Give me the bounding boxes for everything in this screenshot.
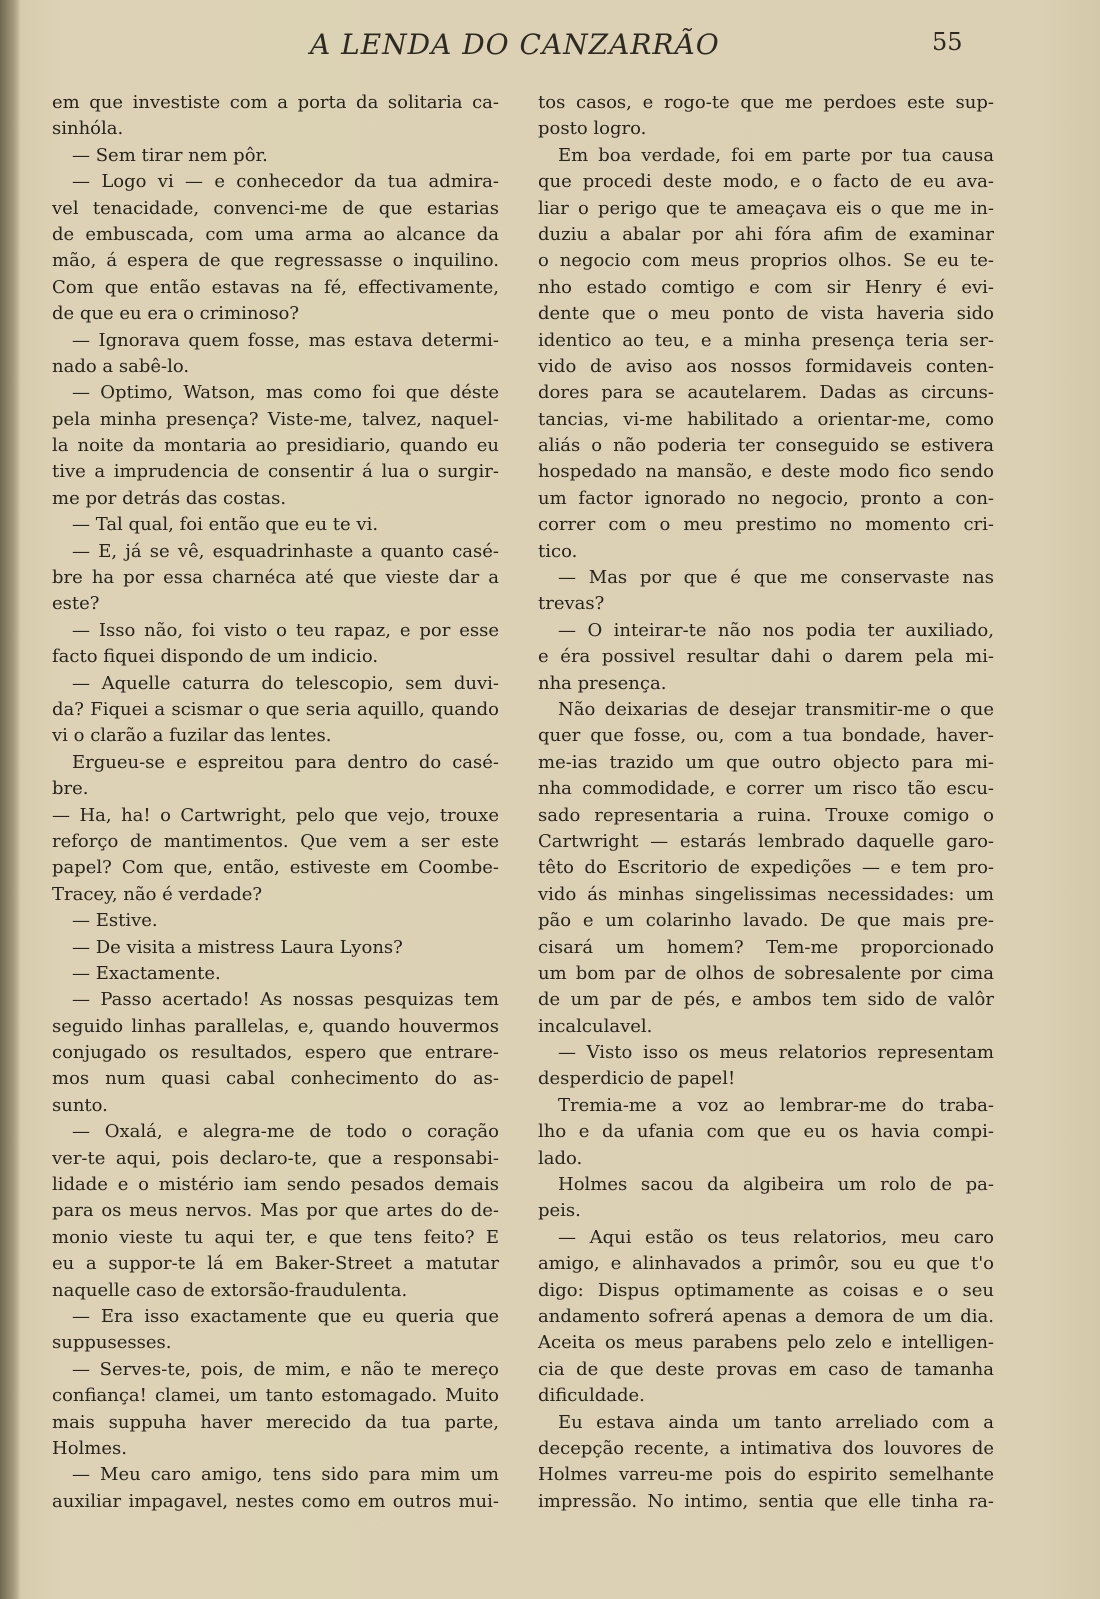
text-line: lho e da ufania com que eu os havia compi- — [538, 1121, 994, 1143]
text-line: impressão. No intimo, sentia que elle tinha ra- — [538, 1490, 994, 1512]
text-line: nha commodidade, e correr um risco tão escu- — [538, 778, 994, 800]
text-line: mais suppuha haver merecido da tua parte, — [52, 1411, 499, 1433]
text-line: têto do Escritorio de expedições — e tem pro- — [538, 857, 994, 879]
text-line: vido ás minhas singelissimas necessidades: um — [538, 883, 994, 905]
text-line: Holmes varreu-me pois do espirito semelhante — [538, 1464, 994, 1486]
text-line: — De visita a mistress Laura Lyons? — [72, 936, 403, 958]
text-line: mos num quasi cabal conhecimento do as- — [52, 1068, 499, 1090]
text-line: — Isso não, foi visto o teu rapaz, e por esse — [72, 619, 499, 641]
text-line: conjugado os resultados, espero que entrare- — [52, 1042, 499, 1064]
text-line: em que investiste com a porta da solitaria ca- — [52, 92, 499, 113]
text-line: Em boa verdade, foi em parte por tua causa — [558, 144, 994, 166]
page-number: 55 — [932, 28, 963, 56]
text-line: sado representaria a ruina. Trouxe comigo o — [538, 804, 994, 826]
text-line: que procedi deste modo, e o facto de eu ava- — [538, 171, 994, 193]
text-line: — Era isso exactamente que eu queria que — [72, 1305, 499, 1327]
text-line: de que eu era o criminoso? — [52, 303, 300, 325]
text-line: Holmes. — [52, 1437, 127, 1459]
text-line: facto fiquei dispondo de um indicio. — [52, 646, 379, 668]
text-line: auxiliar impagavel, nestes como em outros mui- — [52, 1490, 499, 1512]
text-line: correr com o meu prestimo no momento cri- — [538, 514, 994, 536]
text-line: Não deixarias de desejar transmitir-me o que — [558, 698, 994, 720]
text-line: naquelle caso de extorsão-fraudulenta. — [52, 1279, 408, 1301]
text-line: tancias, vi-me habilitado a orientar-me, como — [538, 408, 994, 430]
text-line: Com que então estavas na fé, effectivamente, — [52, 276, 499, 298]
text-line: de embuscada, com uma arma ao alcance da — [52, 223, 499, 245]
running-title: A LENDA DO CANZARRÃO — [310, 28, 720, 61]
text-line: — Aquelle caturra do telescopio, sem duvi- — [72, 672, 499, 694]
text-line: — Aqui estão os teus relatorios, meu caro — [558, 1226, 994, 1248]
text-line: trevas? — [538, 593, 605, 615]
text-line: nho estado comtigo e com sir Henry é evi- — [538, 276, 994, 298]
text-line: amigo, e alinhavados a primôr, sou eu que t'o — [538, 1253, 994, 1275]
text-line: tico. — [538, 540, 578, 562]
text-line: lado. — [538, 1147, 583, 1169]
text-line: me por detrás das costas. — [52, 487, 287, 509]
page-binding-shadow — [0, 0, 20, 1599]
text-line: — Mas por que é que me conservaste nas — [558, 567, 994, 589]
text-line: — Ignorava quem fosse, mas estava determi- — [72, 329, 499, 351]
text-line: tos casos, e rogo-te que me perdoes este sup- — [538, 92, 994, 113]
text-line: seguido linhas parallelas, e, quando houvermos — [52, 1015, 499, 1037]
text-line: da? Fiquei a scismar o que seria aquillo, quando — [52, 698, 499, 720]
text-line: de um par de pés, e ambos tem sido de valôr — [538, 989, 994, 1011]
text-line: — Visto isso os meus relatorios representam — [558, 1042, 994, 1064]
text-line: nado a sabê-lo. — [52, 355, 190, 377]
text-line: Ergueu-se e espreitou para dentro do casé- — [72, 751, 499, 773]
text-line: andamento sofrerá apenas a demora de um dia. — [538, 1305, 994, 1327]
text-line: confiança! clamei, um tanto estomagado. Muito — [52, 1385, 499, 1407]
text-line: este? — [52, 593, 100, 615]
text-line: pela minha presença? Viste-me, talvez, naquel- — [52, 408, 499, 430]
text-line: e éra possivel resultar dahi o darem pela mi- — [538, 646, 994, 668]
text-line: ver-te aqui, pois declaro-te, que a responsabi- — [52, 1147, 499, 1169]
text-line: — Ha, ha! o Cartwright, pelo que vejo, trouxe — [52, 804, 499, 826]
text-line: eu a suppor-te lá em Baker-Street a matutar — [52, 1253, 499, 1275]
text-line: — Serves-te, pois, de mim, e não te mereço — [72, 1358, 499, 1380]
text-line: para os meus nervos. Mas por que artes do de- — [52, 1200, 499, 1222]
text-line: lidade e o mistério iam sendo pesados demais — [52, 1174, 499, 1196]
text-line: — Exactamente. — [72, 962, 221, 984]
text-line: — Meu caro amigo, tens sido para mim um — [72, 1464, 499, 1486]
text-line: — Sem tirar nem pôr. — [72, 144, 268, 166]
text-line: — Optimo, Watson, mas como foi que déste — [72, 382, 499, 404]
text-line: liar o perigo que te ameaçava eis o que me in- — [538, 197, 994, 219]
text-line: vido de aviso aos nossos formidaveis conten- — [538, 355, 994, 377]
text-line: vel tenacidade, convenci-me de que estarias — [52, 197, 499, 219]
text-line: me-ias trazido um que outro objecto para mi- — [538, 751, 994, 773]
text-line: — Logo vi — e conhecedor da tua admira- — [72, 171, 499, 193]
text-line: Holmes sacou da algibeira um rolo de pa- — [558, 1174, 994, 1196]
text-line: tive a imprudencia de consentir á lua o surgir- — [52, 461, 499, 483]
page-header — [0, 28, 1100, 68]
text-line: cisará um homem? Tem-me proporcionado — [538, 936, 994, 958]
text-line: o negocio com meus proprios olhos. Se eu te- — [538, 250, 994, 272]
text-line: dificuldade. — [538, 1385, 645, 1407]
text-line: aliás o não poderia ter conseguido se estivera — [538, 435, 994, 457]
text-line: quer que fosse, ou, com a tua bondade, haver- — [538, 725, 994, 747]
text-line: cia de que deste provas em caso de tamanha — [538, 1358, 994, 1380]
text-line: — E, já se vê, esquadrinhaste a quanto casé- — [72, 540, 499, 562]
text-line: Eu estava ainda um tanto arreliado com a — [558, 1411, 994, 1433]
text-line: posto logro. — [538, 118, 647, 140]
text-line: — Tal qual, foi então que eu te vi. — [72, 514, 379, 536]
text-line: um factor ignorado no negocio, pronto a con- — [538, 487, 994, 509]
text-line: sunto. — [52, 1094, 108, 1116]
right-text-column — [538, 90, 994, 1515]
text-line: la noite da montaria ao presidiario, quando eu — [52, 435, 499, 457]
text-line: sinhóla. — [52, 118, 124, 140]
text-line: monio vieste tu aqui ter, e que tens feito? E — [52, 1226, 499, 1248]
left-text-column — [52, 90, 499, 1515]
text-line: mão, á espera de que regressasse o inquilino. — [52, 250, 499, 272]
text-line: duziu a abalar por ahi fóra afim de examinar — [538, 223, 994, 245]
text-line: — Estive. — [72, 910, 158, 932]
text-line: identico ao teu, e a minha presença teria ser- — [538, 329, 994, 351]
text-line: suppusesses. — [52, 1332, 172, 1354]
text-line: — Passo acertado! As nossas pesquizas tem — [72, 989, 499, 1011]
text-line: bre ha por essa charnéca até que vieste dar a — [52, 567, 499, 589]
text-line: Aceita os meus parabens pelo zelo e intelligen- — [538, 1332, 994, 1354]
text-line: dente que o meu ponto de vista haveria sido — [538, 303, 994, 325]
text-line: peis. — [538, 1200, 581, 1222]
text-line: Tracey, não é verdade? — [52, 883, 263, 905]
text-line: — O inteirar-te não nos podia ter auxiliado, — [558, 619, 994, 641]
text-line: um bom par de olhos de sobresalente por cima — [538, 962, 994, 984]
text-line: incalculavel. — [538, 1015, 653, 1037]
text-line: Cartwright — estarás lembrado daquelle garo- — [538, 830, 994, 852]
text-line: papel? Com que, então, estiveste em Coombe- — [52, 857, 499, 879]
text-line: — Oxalá, e alegra-me de todo o coração — [72, 1121, 499, 1143]
text-line: bre. — [52, 778, 89, 800]
text-line: nha presença. — [538, 672, 667, 694]
text-line: desperdicio de papel! — [538, 1068, 736, 1090]
text-line: hospedado na mansão, e deste modo fico sendo — [538, 461, 994, 483]
text-line: vi o clarão a fuzilar das lentes. — [52, 725, 332, 747]
text-line: decepção recente, a intimativa dos louvores de — [538, 1437, 994, 1459]
text-line: pão e um colarinho lavado. De que mais pre- — [538, 910, 994, 932]
text-line: digo: Dispus optimamente as coisas e o seu — [538, 1279, 994, 1301]
text-line: Tremia-me a voz ao lembrar-me do traba- — [558, 1094, 994, 1116]
text-line: reforço de mantimentos. Que vem a ser este — [52, 830, 499, 852]
text-line: dores para se acautelarem. Dadas as circuns- — [538, 382, 994, 404]
